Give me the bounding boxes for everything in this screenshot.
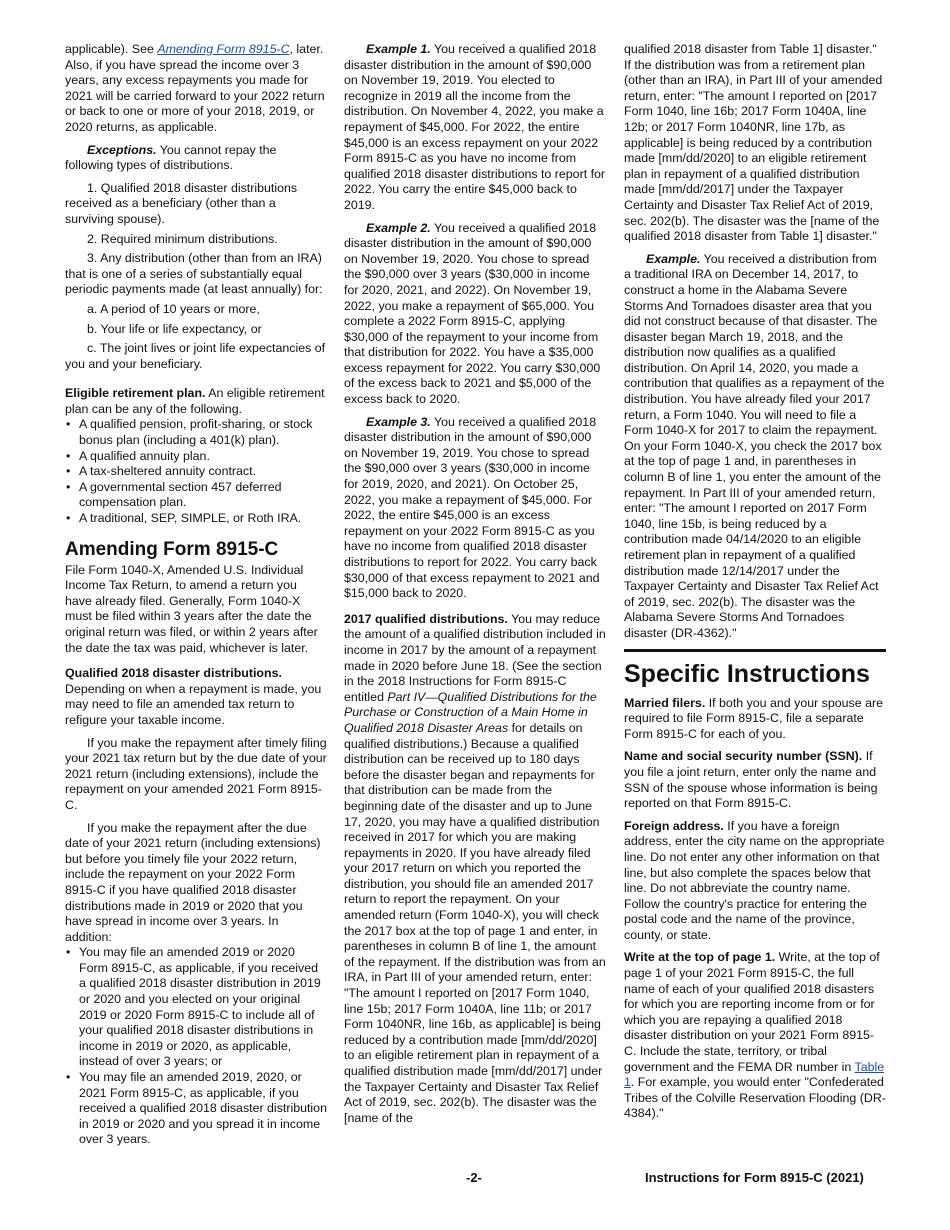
bullet-item: • A tax-sheltered annuity contract. — [65, 464, 327, 480]
bullet-item: • A governmental section 457 deferred compensation plan. — [65, 480, 327, 511]
paragraph: If you make the repayment after timely filing your 2021 tax return but by the due date of your 2021 return (including extensions), include the repayment on your amended 2021 Form 8915-C. — [65, 735, 327, 812]
column-right — [624, 42, 886, 1129]
bullet-item: • A qualified annuity plan. — [65, 449, 327, 465]
example-2: Example 2. You received a qualified 2018 disaster distribution in the amount of $90,000 on November 19, 2020. You chose to spread the $90,000 over 3 years ($30,000 in income for 2020, 2021, and 2022). On November 19, 2022, you make a repayment of $65,000. You complete a 2022 Form 8915-C, applying $30,000 of the repayment to your income from that distribution for 2022. You have a $35,000 excess repayment for 2022. You carry $30,000 of the excess back to 2021 and $5,000 of the excess back to 2020. — [344, 220, 601, 407]
amending-heading: Amending Form 8915-C — [65, 538, 279, 560]
bullet-item: • You may file an amended 2019 or 2020 Form 8915-C, as applicable, if you received a qualified 2018 disaster distribution in 2019 or 2020 and you elected on your original 2019 or 2020 Form 8915-C to include all of your qualified 2018 disaster distributions in income in 2019 or 2020, as applicable, instead of over 3 years; or — [65, 945, 327, 1070]
bullet-item: • You may file an amended 2019, 2020, or 2021 Form 8915-C, as applicable, if you received a qualified 2018 disaster distribution in 2019 or 2020 and you spread it in income over 3 years. — [65, 1070, 327, 1148]
list-item: a. A period of 10 years or more, — [87, 301, 260, 316]
amending-form-link[interactable]: Amending Form 8915-C — [157, 42, 290, 56]
list-item: c. The joint lives or joint life expectancies of you and your beneficiary. — [65, 341, 326, 371]
paragraph: qualified 2018 disaster from Table 1] disaster." If the distribution was from a retirement plan (other than an IRA), in Part III of your amended return, enter: "The amount I reported on [2017 Form 1040, line 16b; 2017 Form 1040A, line 12b; or 2017 Form 1040NR, line 17b, as applicable] is being reduced by a contribution made [mm/dd/2020] to an eligible retirement plan in repayment of a qualified distribution made [mm/dd/2017] under the Taxpayer Certainty and Disaster Tax Relief Act of 2019, sec. 202(b). The disaster was the [name of the qualified 2018 disaster from Table 1] disaster." — [624, 42, 883, 244]
example-paragraph: Example. You received a distribution from a traditional IRA on December 14, 2017, to construct a home in the Alabama Severe Storms And Tornadoes disaster area that you did not construct because of that disaster. The disaster began March 19, 2018, and the distribution now qualifies as a qualified distribution. On April 14, 2020, you made a contribution that qualifies as a repayment of the distribution. You have already filed your 2017 return, a Form 1040. You will need to file a Form 1040-X for 2017 to claim the repayment. On your Form 1040-X, you check the 2017 box at the top of page 1 and, in parentheses in column B of line 1, you enter the amount of the repayment. In Part III of your amended return, enter: "The amount I reported on 2017 Form 1040, line 15b, is being reduced by a contribution made 04/14/2020 to an eligible retirement plan in repayment of a qualified distribution made 12/14/2017 under the Taxpayer Certainty and Disaster Tax Relief Act of 2019, sec. 202(b). The disaster was the Alabama Severe Storms And Tornadoes disaster (DR-4362)." — [624, 251, 885, 640]
ssn-paragraph: Name and social security number (SSN). If you file a joint return, enter only the name and SSN of the spouse whose information is being reported on that Form 8915-C. — [624, 749, 878, 811]
eligible-plan-paragraph: Eligible retirement plan. An eligible retirement plan can be any of the following. — [65, 386, 325, 416]
column-left — [65, 42, 327, 1148]
married-filers-paragraph: Married filers. If both you and your spouse are required to file Form 8915-C, file a separate Form 8915-C for each of you. — [624, 695, 883, 741]
list-item: 1. Qualified 2018 disaster distributions received as a beneficiary (other than a surviving spouse). — [65, 180, 298, 226]
list-item: b. Your life or life expectancy, or — [87, 321, 262, 336]
list-item: 2. Required minimum distributions. — [87, 231, 278, 246]
specific-instructions-heading: Specific Instructions — [624, 649, 886, 688]
paragraph: File Form 1040-X, Amended U.S. Individual Income Tax Return, to amend a return you have already filed. Generally, Form 1040-X must be filed within 3 years after the date the original return was filed, or within 2 years after the date the tax was paid, whichever is later. — [65, 562, 318, 655]
qualified-2018-paragraph: Qualified 2018 disaster distributions. Depending on when a repayment is made, you may need to file an amended tax return to refigure your taxable income. — [65, 666, 322, 727]
qualified-2017-paragraph: 2017 qualified distributions. You may reduce the amount of a qualified distribution included in income in 2017 by the amount of a repayment made in 2020 before June 18. (See the section in the 2018 Instructions for Form 8915-C entitled Part IV—Qualified Distributions for the Purchase or Construction of a Main Home in Qualified 2018 Disaster Areas for details on qualified distributions.) Because a qualified distribution can be received up to 180 days before the disaster began and repayments for that distribution can be made from the beginning date of the disaster and up to June 17, 2020, you may have a qualified distribution received in 2017 for which you are making repayments in 2020. If you have already filed your 2017 return on which you reported the distribution, you should file an amended 2017 return to report the repayment. On your amended return (Form 1040-X), you will check the 2017 box at the top of page 1 and enter, in parentheses in column B of line 1, the amount of the repayment. If the distribution was from an IRA, in Part III of your amended return, enter: "The amount I reported on [2017 Form 1040, line 15b; 2017 Form 1040A, line 11b; or 2017 Form 1040NR, line 16b, as applicable] is being reduced by a contribution made [mm/dd/2020] to an eligible retirement plan in repayment of a qualified distribution made [mm/dd/2017] under the Taxpayer Certainty and Disaster Tax Relief Act of 2019, sec. 202(b). The disaster was the [name of the — [344, 611, 606, 1125]
column-middle — [344, 42, 606, 1133]
example-3: Example 3. You received a qualified 2018 disaster distribution in the amount of $90,000 on November 19, 2019. You chose to spread the $90,000 over 3 years ($30,000 in income for 2019, 2020, and 2021). On October 25, 2022, you make a repayment of $45,000. For 2022, the entire $45,000 is an excess repayment on your 2022 Form 8915-C as you have no income from qualified 2018 disaster distributions to report for 2022. You carry back $30,000 of that excess repayment to 2021 and $15,000 back to 2020. — [344, 414, 600, 601]
paragraph: applicable). See Amending Form 8915-C, later. Also, if you have spread the income over 3 years, any excess repayments you made for 2021 will be carried forward to your 2022 return or back to one or more of your 2018, 2019, or 2020 returns, as applicable. — [65, 42, 325, 134]
bullet-item: • A traditional, SEP, SIMPLE, or Roth IRA. — [65, 511, 327, 527]
bullet-item: • A qualified pension, profit-sharing, or stock bonus plan (including a 401(k) plan). — [65, 417, 327, 448]
page-number: -2- — [466, 1170, 482, 1185]
foreign-address-paragraph: Foreign address. If you have a foreign address, enter the city name on the appropriate line. Do not enter any other information on that line, but also complete the spaces below that line. Do not abbreviate the country name. Follow the country's practice for entering the postal code and the name of the province, county, or state. — [624, 818, 885, 942]
list-item: 3. Any distribution (other than from an IRA) that is one of a series of substantially equal periodic payments made (at least annually) for: — [65, 251, 323, 297]
table-1-link[interactable]: Table 1 — [624, 1059, 885, 1090]
example-1: Example 1. You received a qualified 2018 disaster distribution in the amount of $90,000 on November 19, 2019. You elected to recognize in 2019 all the income from the distribution. On November 4, 2022, you make a repayment of $45,000. For 2022, the entire $45,000 is an excess repayment on your 2022 Form 8915-C as you have no income from qualified 2018 disaster distributions to report for 2022. You carry the entire $45,000 back to 2019. — [344, 42, 606, 212]
footer-form-title: Instructions for Form 8915-C (2021) — [645, 1170, 864, 1185]
write-top-paragraph: Write at the top of page 1. Write, at the top of page 1 of your 2021 Form 8915-C, the full name of each of your qualified 2018 disasters for which you are reporting income from or for which you are repaying a qualified 2018 disaster distribution on your 2021 Form 8915-C. Include the state, territory, or tribal government and the FEMA DR number in Table 1. For example, you would enter "Confederated Tribes of the Colville Reservation Flooding (DR-4384)." — [624, 950, 886, 1121]
exceptions-paragraph: Exceptions. You cannot repay the following types of distributions. — [65, 142, 277, 173]
paragraph: If you make the repayment after the due date of your 2021 return (including extensions) but before you timely file your 2022 return, include the repayment on your 2022 Form 8915-C if you have qualified 2018 disaster distributions made in 2019 or 2020 that you have spread in income over 3 years. In addition: — [65, 820, 321, 944]
